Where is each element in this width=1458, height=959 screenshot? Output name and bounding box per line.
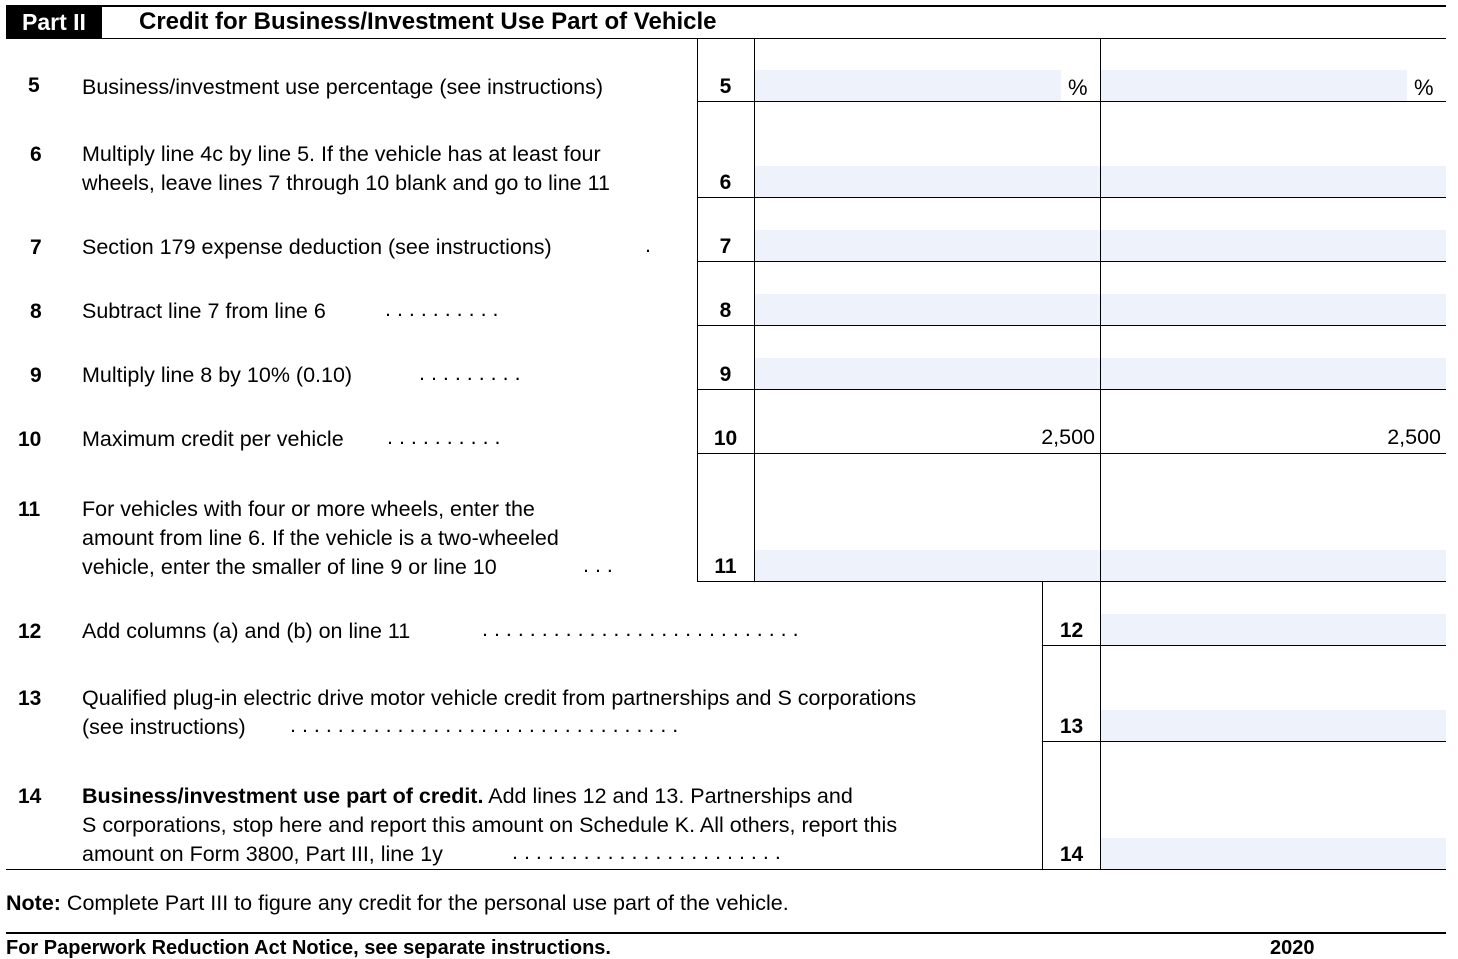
line-11-col-b-input[interactable] bbox=[1101, 550, 1446, 581]
line-5-description: Business/investment use percentage (see instructions) bbox=[82, 75, 604, 99]
row9-bottom bbox=[697, 389, 1446, 390]
row12-bottom bbox=[1042, 645, 1446, 646]
line-7-description: Section 179 expense deduction (see instructions) bbox=[82, 235, 552, 259]
line-11-box-label: 11 bbox=[714, 555, 737, 578]
line-10-col-b-value: 2,500 bbox=[1387, 425, 1441, 449]
note-text bbox=[6, 886, 789, 920]
line-5-col-b-percent: % bbox=[1414, 75, 1434, 100]
line-9-description: Multiply line 8 by 10% (0.10) bbox=[82, 363, 353, 387]
line-9-col-a-input[interactable] bbox=[755, 358, 1100, 389]
line-7-col-b-input[interactable] bbox=[1101, 230, 1446, 261]
row8-bottom bbox=[697, 325, 1446, 326]
line-10-description: Maximum credit per vehicle bbox=[82, 427, 344, 451]
line-14-leader-dots: . . . . . . . . . . . . . . . . . . . . . . . bbox=[512, 840, 781, 864]
line-8-description: Subtract line 7 from line 6 bbox=[82, 299, 326, 323]
row5-bottom bbox=[697, 101, 1446, 102]
line-12-description: Add columns (a) and (b) on line 11 bbox=[82, 619, 411, 643]
line-11-col-a-input[interactable] bbox=[755, 550, 1100, 581]
row14-bottom bbox=[6, 869, 1446, 870]
line-6-desc-line2: wheels, leave lines 7 through 10 blank and go to line 11 bbox=[82, 171, 610, 195]
line-5-box-label: 5 bbox=[719, 75, 732, 98]
line-13-box-label: 13 bbox=[1059, 715, 1084, 738]
line-14-box-label: 14 bbox=[1059, 843, 1084, 866]
line-6-col-a-input[interactable] bbox=[755, 166, 1100, 197]
line-6-desc-line1: Multiply line 4c by line 5. If the vehicle has at least four bbox=[82, 142, 601, 166]
line-13-leader-dots: . . . . . . . . . . . . . . . . . . . . . . . . . . . . . . . . . bbox=[290, 713, 679, 737]
note-body: Complete Part III to figure any credit for the personal use part of the vehicle. bbox=[60, 891, 789, 915]
line-5-col-b-input[interactable] bbox=[1101, 70, 1407, 101]
line-13-desc-line1: Qualified plug-in electric drive motor vehicle credit from partnerships and S corporations bbox=[82, 686, 917, 710]
line-12-box-label: 12 bbox=[1059, 619, 1084, 642]
line-7-number: 7 bbox=[30, 236, 42, 259]
row10-bottom bbox=[697, 453, 1446, 454]
footer-rule bbox=[6, 932, 1446, 934]
line-10-number: 10 bbox=[18, 428, 42, 451]
line-14-desc-line3: amount on Form 3800, Part III, line 1y bbox=[82, 842, 443, 866]
line-11-desc-line1: For vehicles with four or more wheels, enter the bbox=[82, 497, 535, 521]
header-rule bbox=[6, 38, 1446, 39]
line-6-box-label: 6 bbox=[719, 171, 732, 194]
line-7-col-a-input[interactable] bbox=[755, 230, 1100, 261]
line-6-number: 6 bbox=[30, 143, 42, 166]
line-14-desc-line1 bbox=[82, 782, 1023, 811]
line-14-desc-bold: Business/investment use part of credit. bbox=[82, 784, 484, 808]
line-9-number: 9 bbox=[30, 364, 42, 387]
line-5-col-a-input[interactable] bbox=[755, 70, 1061, 101]
line-11-desc-line2: amount from line 6. If the vehicle is a two-wheeled bbox=[82, 526, 559, 550]
line-8-leader-dots: . . . . . . . . . . bbox=[385, 297, 499, 321]
line-8-box-label: 8 bbox=[719, 299, 732, 322]
line-14-number: 14 bbox=[18, 785, 42, 808]
line-6-col-b-input[interactable] bbox=[1101, 166, 1446, 197]
line-9-box-label: 9 bbox=[719, 363, 732, 386]
line-8-number: 8 bbox=[30, 300, 42, 323]
line-5-number: 5 bbox=[28, 74, 40, 97]
line-11-number: 11 bbox=[18, 498, 41, 521]
line-6-description bbox=[82, 140, 678, 198]
line-13-desc-line2: (see instructions) bbox=[82, 715, 246, 739]
line-12-number: 12 bbox=[18, 620, 42, 643]
row7-bottom bbox=[697, 261, 1446, 262]
line-9-leader-dots: . . . . . . . . . bbox=[419, 361, 521, 385]
line-14-desc-rest: Add lines 12 and 13. Partnerships and bbox=[488, 784, 853, 808]
line-12-leader-dots: . . . . . . . . . . . . . . . . . . . . . . . . . . . bbox=[482, 617, 799, 641]
row6-bottom bbox=[697, 197, 1446, 198]
part-badge: Part II bbox=[6, 6, 102, 38]
line-14-desc-line2: S corporations, stop here and report this amount on Schedule K. All others, report this bbox=[82, 813, 898, 837]
row11-bottom bbox=[697, 581, 1446, 582]
line-7-box-label: 7 bbox=[719, 235, 732, 258]
footer-year: 2020 bbox=[1270, 937, 1315, 959]
line-7-leader-dots: . bbox=[645, 233, 651, 257]
line-10-leader-dots: . . . . . . . . . . bbox=[387, 425, 501, 449]
line-10-col-a-value: 2,500 bbox=[1041, 425, 1095, 449]
line-11-desc-line3: vehicle, enter the smaller of line 9 or line 10 bbox=[82, 555, 497, 579]
line-11-leader-dots: . . . bbox=[583, 553, 613, 577]
row13-bottom bbox=[1042, 741, 1446, 742]
line-13-number: 13 bbox=[18, 687, 42, 710]
footer-left-text: For Paperwork Reduction Act Notice, see separate instructions. bbox=[6, 937, 611, 959]
line-8-col-a-input[interactable] bbox=[755, 294, 1100, 325]
line-9-col-b-input[interactable] bbox=[1101, 358, 1446, 389]
line-8-col-b-input[interactable] bbox=[1101, 294, 1446, 325]
line-12-total-input[interactable] bbox=[1101, 614, 1446, 645]
line-13-total-input[interactable] bbox=[1101, 710, 1446, 741]
note-label: Note: bbox=[6, 891, 61, 915]
line-5-col-a-percent: % bbox=[1068, 75, 1088, 100]
line-14-total-input[interactable] bbox=[1101, 838, 1446, 869]
part-title: Credit for Business/Investment Use Part of Vehicle bbox=[139, 8, 717, 35]
line-10-box-label: 10 bbox=[713, 427, 738, 450]
